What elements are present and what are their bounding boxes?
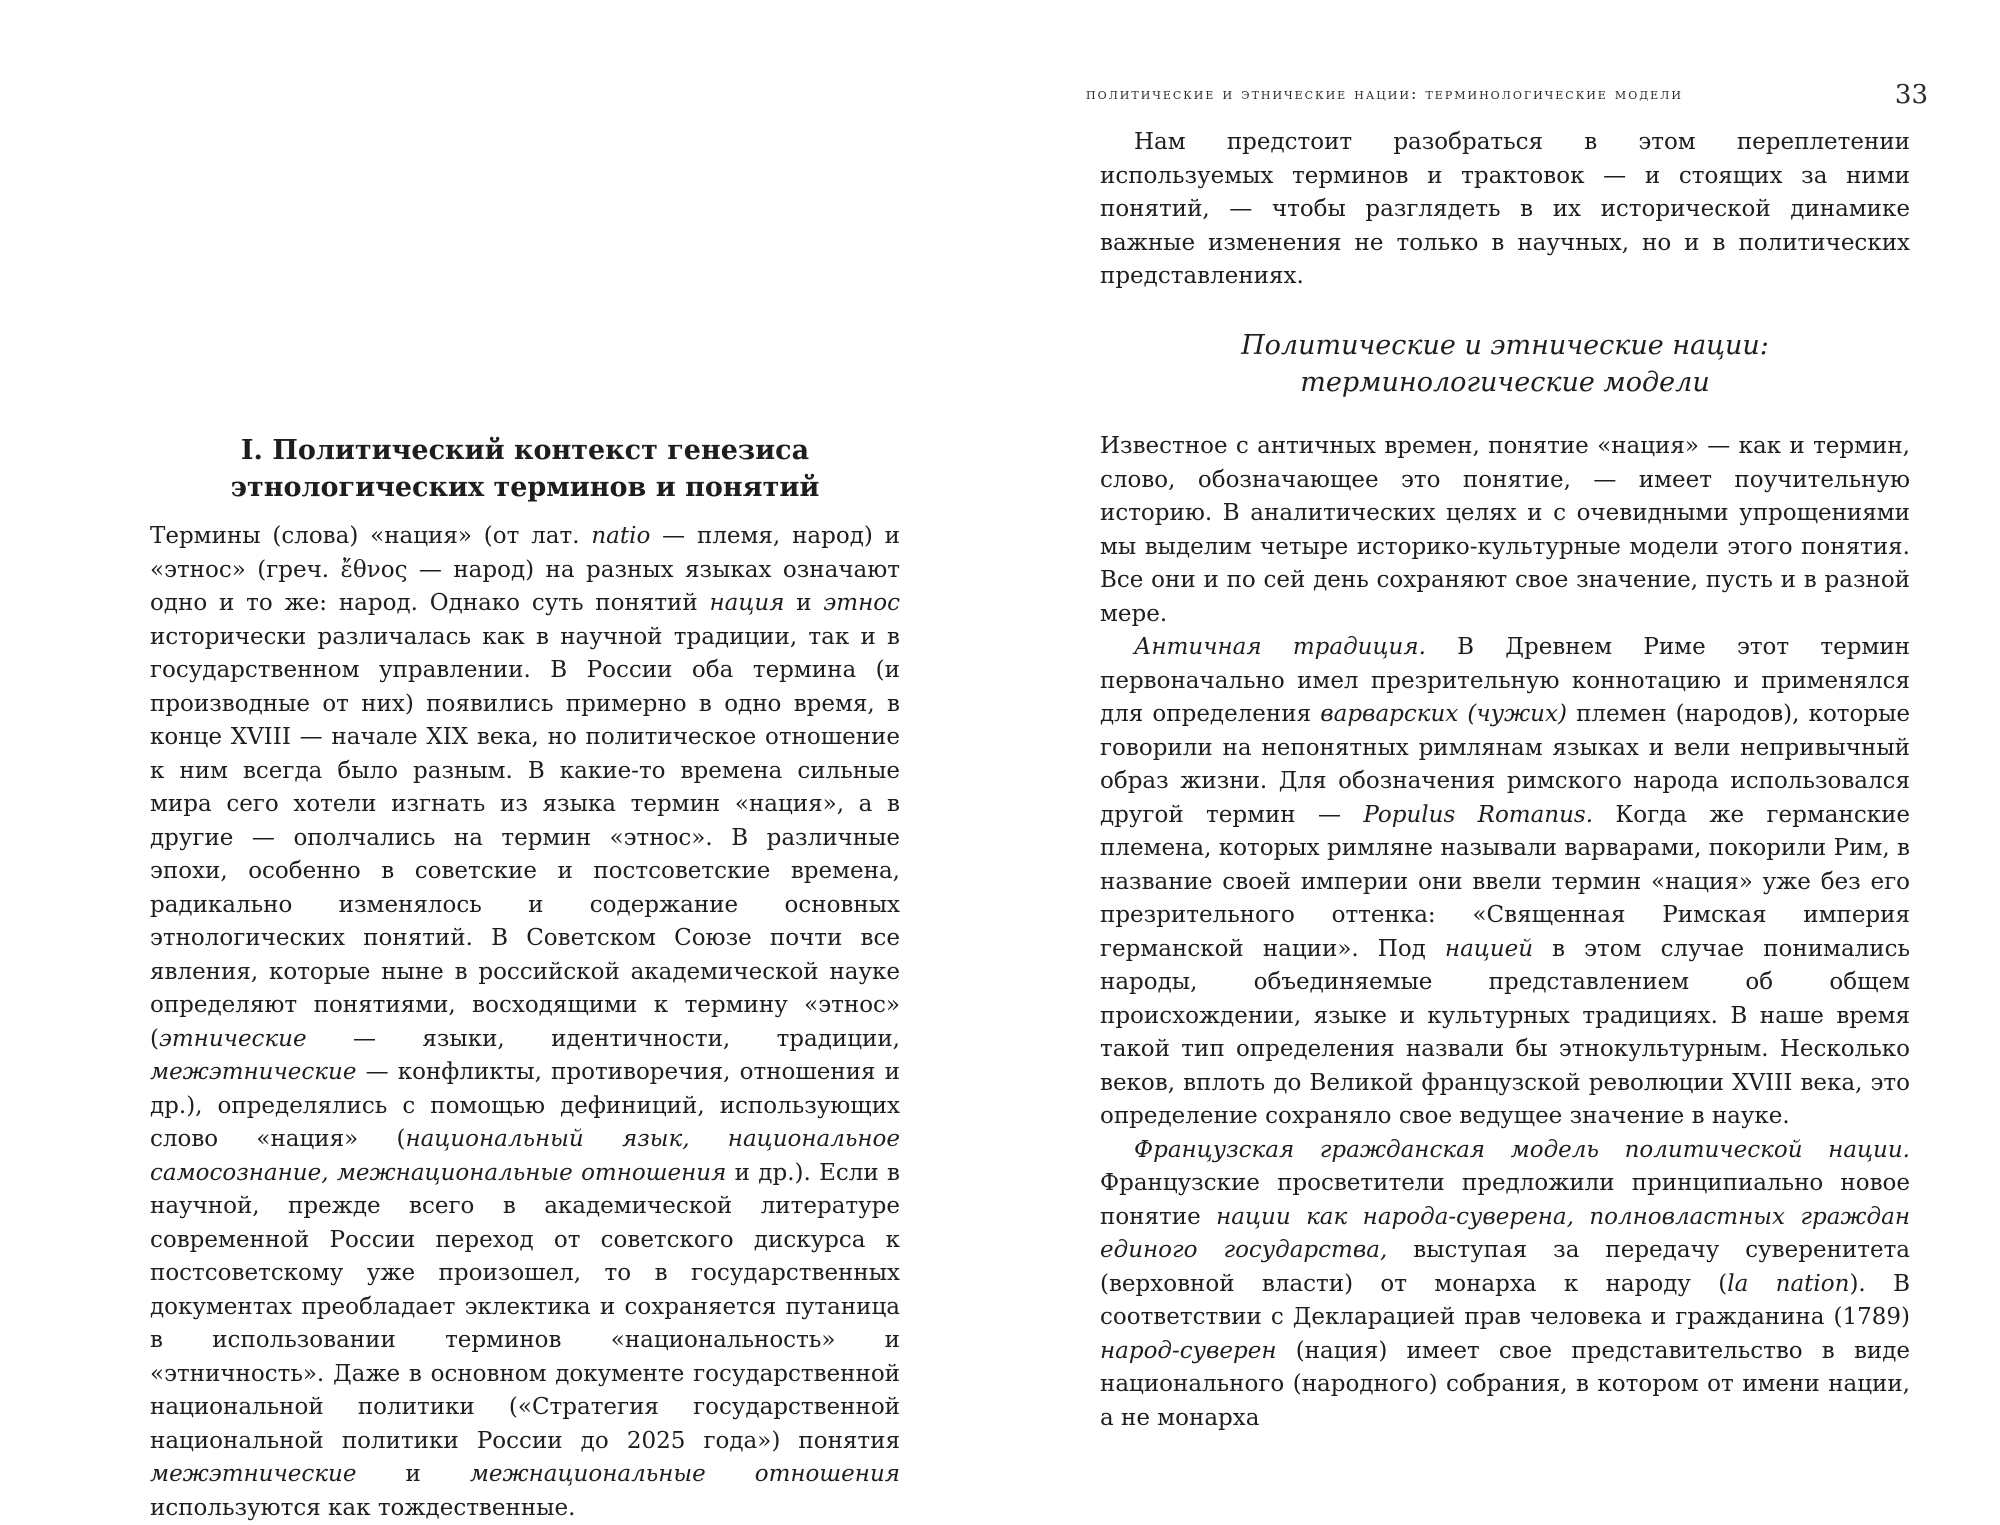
paragraph-french-model <box>1100 1134 1910 1436</box>
italic-term: народ-суверен <box>1100 1337 1277 1364</box>
page-number: 33 <box>1894 80 1928 110</box>
italic-term: этнические <box>158 1025 307 1052</box>
italic-term: нация <box>709 590 785 616</box>
text-run: Французские просветители предложили принципиально новое понятие <box>1100 1170 1910 1230</box>
subsection-heading <box>1100 327 1910 401</box>
italic-term: Populus Romanus. <box>1363 801 1594 828</box>
right-intro-text <box>1100 126 1910 294</box>
left-body-text <box>150 520 900 1525</box>
text-run: и <box>356 1461 470 1487</box>
text-run: выступая за передачу суверенитета (верховной власти) от монарха к народу ( <box>1100 1237 1911 1297</box>
text-run: ). В соответствии с Декларацией прав человека и гражданина (1789) <box>1100 1270 1910 1330</box>
text-run: и др.). Если в научной, прежде всего в академической литературе современной России переход от советского дискурса к постсоветскому уже произошел, то в государственных документах преобладает эклектика и сохраняется путаница в использовании терминов «национальность» и «этничность». Даже в основном документе государственной национальной политики («Стратегия государственной национальной политики России до 2025 года») понятия <box>150 1159 900 1454</box>
text-run: — конфликты, противоречия, отношения и др.), определялись с помощью дефиниций, использующих слово «нация» ( <box>150 1059 900 1152</box>
text-run: (нация) имеет свое представительство в виде национального (народного) собрания, в котором от имени нации, а не монарха <box>1100 1337 1910 1431</box>
italic-term: этнос <box>823 590 900 616</box>
right-body-text <box>1100 430 1910 1435</box>
italic-term: la nation <box>1727 1270 1850 1297</box>
text-run: в этом случае понимались народы, объединяемые представлением об общем происхождении, языке и культурных традициях. В наше время такой тип определения назвали бы этнокультурным. Несколько веков, вплоть до Великой французской революции XVIII века, это определение сохраняло свое ведущее значение в науке. <box>1100 935 1911 1129</box>
section-heading: I. Политический контекст генезиса этнологических терминов и понятий <box>230 435 820 503</box>
italic-term: национальный язык, национальное самосознание, межнациональные отношения <box>150 1126 900 1186</box>
italic-term: нации как народа-суверена, полновластных граждан единого государства, <box>1100 1203 1910 1263</box>
text-run: используются как тождественные. <box>150 1494 576 1521</box>
italic-term: межэтнические <box>150 1059 357 1085</box>
left-page <box>0 0 1000 1522</box>
text-run: и <box>784 590 824 616</box>
text-run: Термины (слова) «нация» (от лат. <box>150 523 592 549</box>
italic-term: нацией <box>1444 935 1534 962</box>
paragraph-nation-concept: Известное с античных времен, понятие «нация» — как и термин, слово, обозначающее это понятие, — имеет поучительную историю. В аналитических целях и с очевидными упрощениями мы выделим четыре историко-культурные модели этого понятия. Все они и по сей день сохраняют свое значение, пусть и в разной мере. <box>1100 433 1910 627</box>
text-run: В Древнем Риме этот термин первоначально имел презрительную коннотацию и применялся для определения <box>1100 634 1910 727</box>
paragraph-antique-tradition <box>1100 631 1910 1134</box>
subheading-line-2: терминологические модели <box>1300 367 1710 398</box>
text-run: Когда же германские племена, которых римляне называли варварами, покорили Рим, в название своей империи они ввели термин «нация» уже без его презрительного оттенка: «Священная Римская империя германской нации». Под <box>1100 801 1911 962</box>
subheading-line-1: Политические и этнические нации: <box>1241 330 1769 361</box>
text-run: племен (народов), которые говорили на непонятных римлянам языках и вели непривычный образ жизни. Для обозначения римского народа использовался другой термин — <box>1100 701 1910 828</box>
italic-lead: Античная традиция. <box>1134 634 1426 660</box>
italic-term: межэтнические <box>150 1461 357 1487</box>
italic-term: natio <box>591 523 651 549</box>
text-run: — племя, народ) и «этнос» (греч. ἔθνος — народ) на разных языках означают одно и то же: народ. Однако суть понятий <box>150 523 900 616</box>
italic-term: межнациональные отношения <box>469 1461 900 1487</box>
left-paragraph <box>150 520 900 1525</box>
running-head: политические и этнические нации: терминологические модели <box>1086 84 1683 103</box>
text-run: исторически различалась как в научной традиции, так и в государственном управлении. В России оба термина (и производные от них) появились примерно в одно время, в конце XVIII — начале XIX века, но политическое отношение к ним всегда было разным. В какие-то времена сильные мира сего хотели изгнать из языка термин «нация», а в другие — ополчались на термин «этнос». В различные эпохи, особенно в советские и постсоветские времена, радикально изменялось и содержание основных этнологических понятий. В Советском Союзе почти все явления, которые ныне в российской академической науке определяют понятиями, восходящими к термину «этнос» ( <box>150 623 900 1052</box>
italic-term: варварских (чужих) <box>1320 701 1567 727</box>
italic-lead: Французская гражданская модель политической нации. <box>1134 1136 1910 1163</box>
intro-paragraph: Нам предстоит разобраться в этом переплетении используемых терминов и трактовок — и стоящих за ними понятий, — чтобы разглядеть в их исторической динамике важные изменения не только в научных, но и в политических представлениях. <box>1100 129 1910 289</box>
text-run: — языки, идентичности, традиции, <box>306 1025 900 1052</box>
